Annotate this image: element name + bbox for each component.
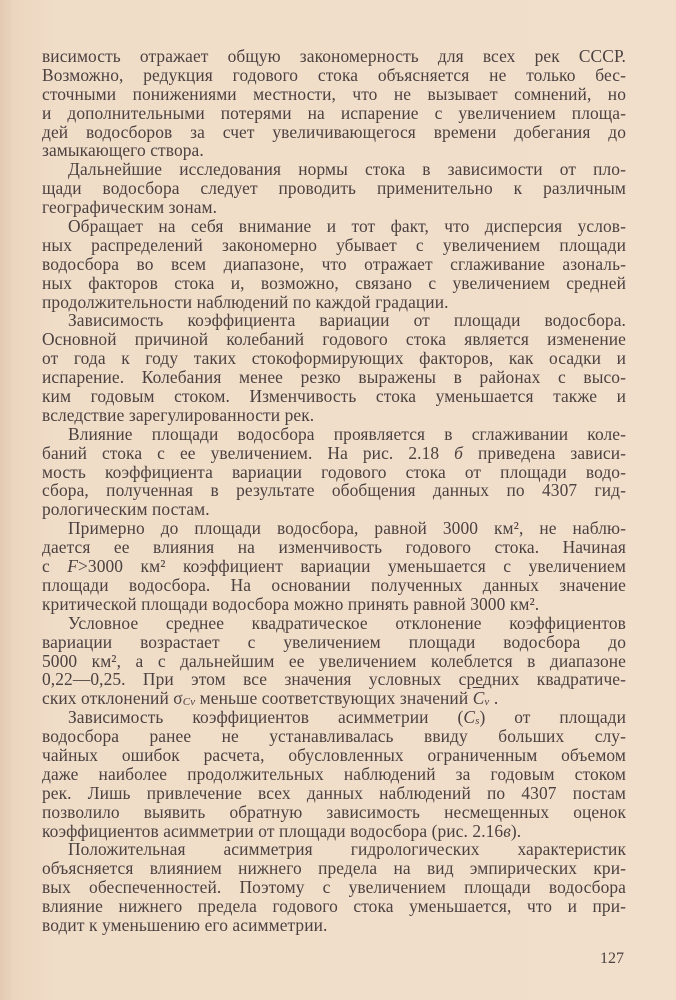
text-segment: >3000 км² коэффициент вариации уменьшается с увеличением [78,556,626,577]
text-line: Дальнейшие исследования нормы стока в зависимости от пло- [68,159,626,180]
text-segment: меньше соответствующих значений [195,688,473,709]
text-line: Возможно, редукция годового стока объясняется не только бес- [42,64,626,85]
text-line: рек. Лишь привлечение всех данных наблюдений по 4307 постам [42,782,626,803]
text-line [42,444,626,463]
text-line [42,557,626,576]
text-line: 0,22—0,25. При этом все значения условных средних квадратиче- [42,669,626,690]
text-line: водит к уменьшению его асимметрии. [42,914,328,935]
text-segment: с [42,556,68,577]
paragraph [42,160,626,217]
page-body [42,47,626,935]
formula-segment: F [67,556,79,577]
text-segment: ских отклонений σ [42,688,183,709]
text-line: Условное среднее квадратическое отклонение коэффициентов [68,612,626,633]
text-segment: коэффициентов асимметрии от площади водосбора (рис. 2.16 [42,820,504,841]
paragraph [42,708,626,840]
text-line: водосбора во всем диапазоне, что отражает сглаживание азональ- [42,253,626,274]
text-line: мость коэффициента вариации годового стока от площади водо- [42,461,626,482]
text-line: сточными понижениями местности, что не вызывает сомнений, но [42,83,626,104]
text-line: дается ее влияния на изменчивость годового стока. Начиная [42,537,626,558]
text-line: водосбора ранее не устанавливалась ввиду больших слу- [42,726,626,747]
text-line: географическим зонам. [42,197,218,218]
text-line: влияние нижнего предела годового стока уменьшается, что и при- [42,896,626,917]
text-line: чайных ошибок расчета, обусловленных ограниченным объемом [42,744,626,765]
text-line [42,822,626,841]
text-line: щади водосбора следует проводить применительно к различным [42,178,626,199]
paragraph [42,311,626,424]
page-number: 127 [600,950,624,967]
text-line: Обращает на себя внимание и тот факт, что дисперсия услов- [68,216,626,237]
text-line: площади водосбора. На основании полученных данных значение [42,574,626,595]
text-segment: Зависимость коэффициентов асимметрии ( [68,707,464,728]
text-segment: приведена зависи- [463,442,626,463]
formula-segment: Cv [182,696,196,709]
text-line: объясняется влиянием нижнего предела на вид эмпирических кри- [42,858,626,879]
text-line: критической площади водосбора можно принять равной 3000 км². [42,593,540,614]
text-line: ных распределений закономерно убывает с увеличением площади [42,234,626,255]
formula-segment: C [463,707,476,728]
text-segment: ) от площади [479,707,626,728]
text-line: даже наиболее продолжительных наблюдений за годовым стоком [42,763,626,784]
text-line: вследствие зарегулированности рек. [42,404,315,425]
text-line: позволило выявить обратную зависимость несмещенных оценок [42,801,626,822]
text-line: Примерно до площади водосбора, равной 3000 км², не наблю- [68,518,626,539]
paragraph [42,47,626,160]
text-line: от года к году таких стокоформирующих факторов, как осадки и [42,348,626,369]
text-line: вых обеспеченностей. Поэтому с увеличением площади водосбора [42,877,626,898]
text-line: испарение. Колебания менее резко выражены в районах с высо- [42,367,626,388]
formula-segment: $\overline{C}$ [472,688,485,709]
formula-segment: s [475,715,480,728]
text-line: ных факторов стока и, возможно, связано с увеличением средней [42,272,626,293]
paragraph [42,425,626,519]
text-line: висимость отражает общую закономерность для всех рек СССР. [42,46,626,66]
paragraph [42,519,626,613]
text-line: Влияние площади водосбора проявляется в сглаживании коле- [68,423,626,444]
text-line: и дополнительными потерями на испарение с увеличением площа- [42,102,626,123]
text-line [42,689,626,708]
text-line: замыкающего створа. [42,140,204,161]
text-line [42,708,626,727]
text-segment: баний стока с ее увеличением. На рис. 2.18 [42,442,455,463]
text-line: продолжительности наблюдений по каждой градации. [42,291,449,312]
text-line: Положительная асимметрия гидрологических характеристик [68,839,626,860]
text-segment: ). [510,820,522,841]
text-line: Зависимость коэффициента вариации от площади водосбора. [68,310,626,331]
paragraph [42,217,626,311]
formula-segment: v [484,696,490,709]
paragraph [42,614,626,708]
text-line: сбора, полученная в результате обобщения данных по 4307 гид- [42,480,626,501]
text-line: вариации возрастает с увеличением площади водосбора до [42,631,626,652]
text-line: ким годовым стоком. Изменчивость стока уменьшается также и [42,386,626,407]
text-segment: . [489,688,499,709]
text-line: 5000 км², а с дальнейшим ее увеличением колеблется в диапазоне [42,650,626,671]
text-line: Основной причиной колебаний годового стока является изменение [42,329,626,350]
paragraph [42,840,626,934]
text-line: дей водосборов за счет увеличивающегося времени добегания до [42,121,626,142]
formula-segment: б [454,442,463,463]
formula-segment: в [503,820,511,841]
text-line: рологическим постам. [42,499,210,520]
